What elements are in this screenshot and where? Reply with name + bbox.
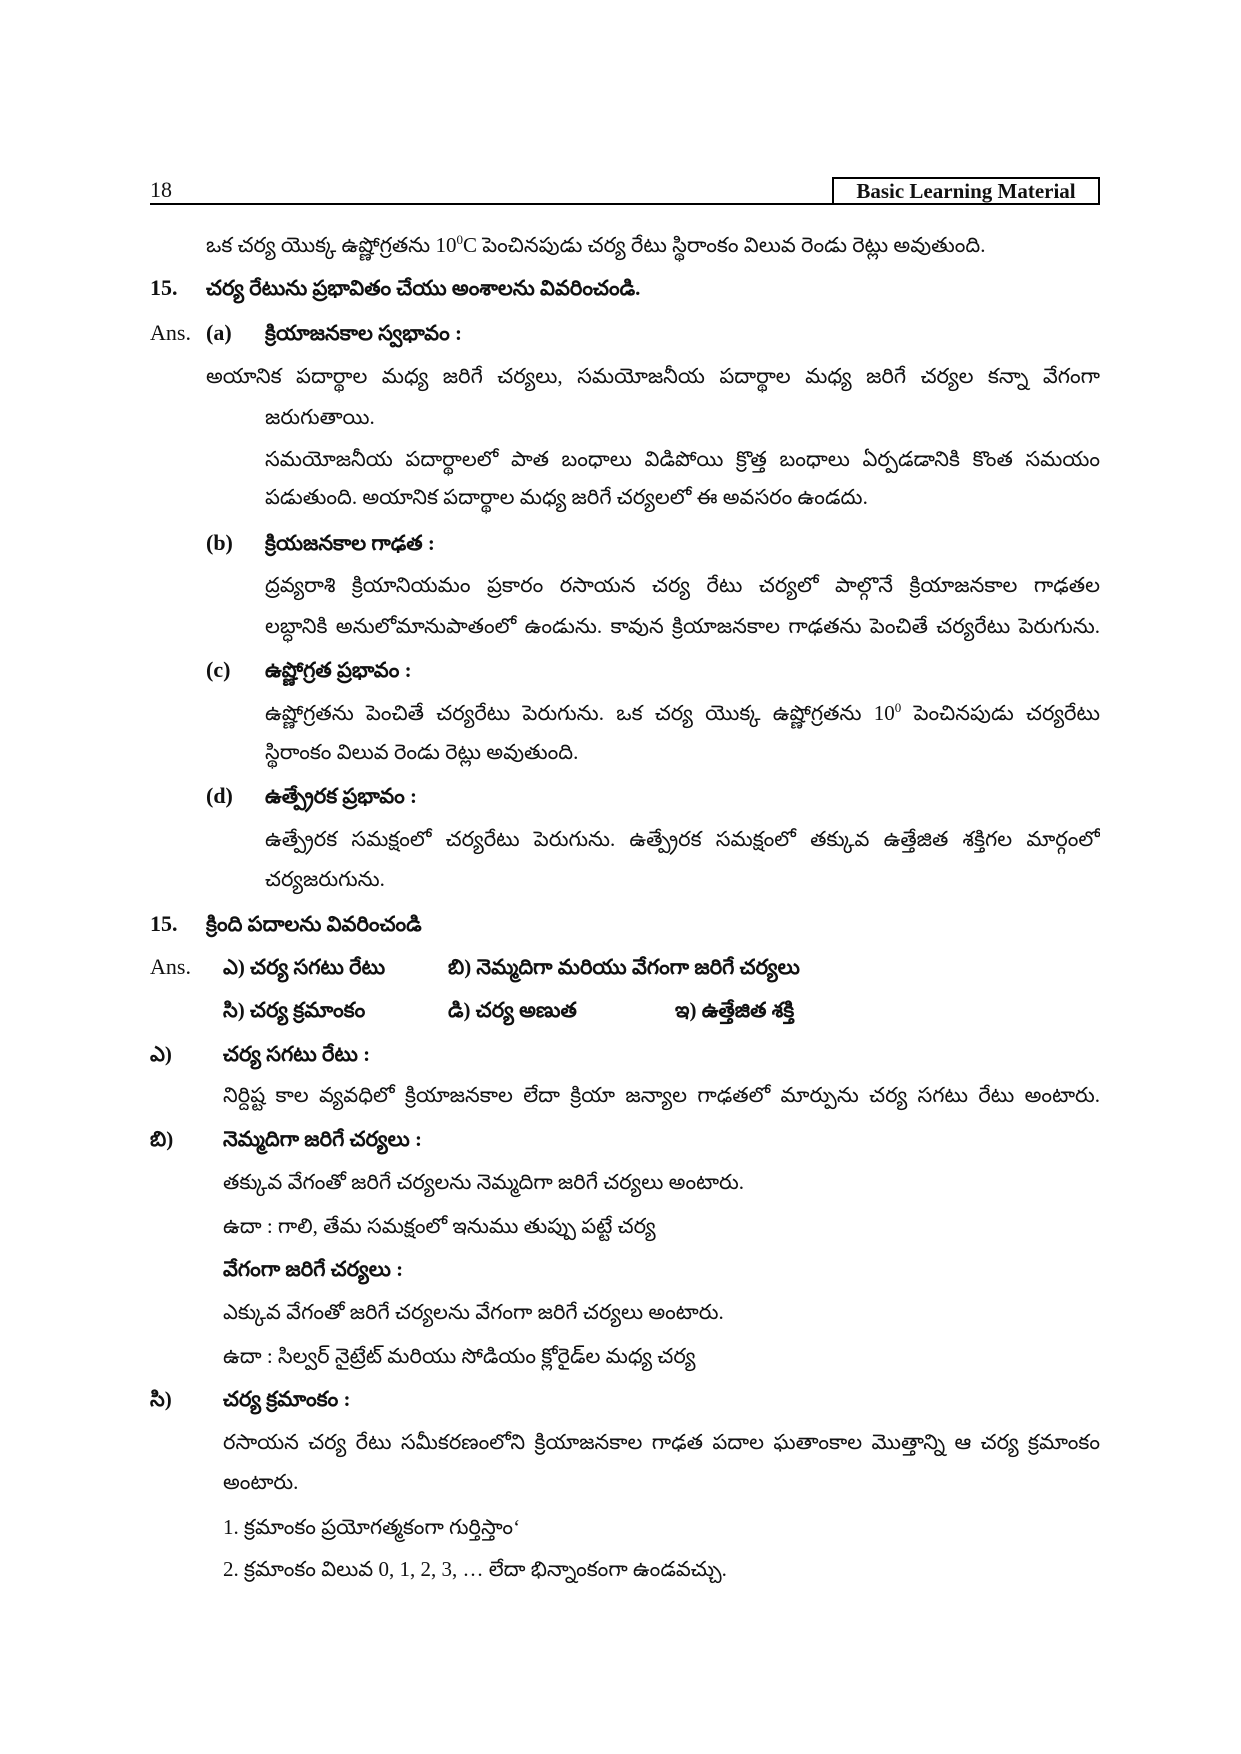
section-marker: (b) <box>206 530 233 555</box>
paragraph-line: నిర్దిష్ట కాల వ్యవధిలో క్రియాజనకాల లేదా క్రియా జన్యాల గాఢతలో మార్పును చర్య సగటు రేటు అంటారు. <box>223 1083 1100 1107</box>
term-item: సి) చర్య క్రమాంకం <box>223 998 366 1022</box>
answer-label: Ans. <box>150 954 191 979</box>
list-item: 1. క్రమాంకం ప్రయోగత్మకంగా గుర్తిస్తాం‘ <box>223 1515 521 1539</box>
paragraph-line: రసాయన చర్య రేటు సమీకరణంలోని క్రియాజనకాల గాఢత పదాల ఘతాంకాల మొత్తాన్ని ఆ చర్య క్రమాంకం <box>223 1430 1100 1454</box>
paragraph-line: అయానిక పదార్థాల మధ్య జరిగే చర్యలు, సమయోజనీయ పదార్థాల మధ్య జరిగే చర్యల కన్నా వేగంగా <box>206 364 1100 388</box>
paragraph-line: పడుతుంది. అయానిక పదార్థాల మధ్య జరిగే చర్యలలో ఈ అవసరం ఉండదు. <box>265 485 868 509</box>
answer-marker: సి) <box>150 1387 172 1411</box>
question-number: 15. <box>150 911 178 936</box>
paragraph-line <box>265 696 1100 730</box>
paragraph-line: సమయోజనీయ పదార్థాలలో పాత బంధాలు విడిపోయి క్రొత్త బంధాలు ఏర్పడడానికి కొంత సమయం <box>265 447 1100 471</box>
paragraph-line: స్థిరాంకం విలువ రెండు రెట్లు అవుతుంది. <box>265 740 579 764</box>
answer-heading: చర్య సగటు రేటు : <box>223 1042 371 1066</box>
list-item: 2. క్రమాంకం విలువ 0, 1, 2, 3, … లేదా భిన్నాంకంగా ఉండవచ్చు. <box>223 1557 727 1581</box>
answer-label: Ans. <box>150 320 191 345</box>
superscript: 0 <box>894 700 902 715</box>
answer-heading: నెమ్మదిగా జరిగే చర్యలు : <box>223 1127 423 1151</box>
question-number: 15. <box>150 275 178 300</box>
answer-heading: చర్య క్రమాంకం : <box>223 1387 351 1411</box>
example-line: ఉదా : గాలి, తేమ సమక్షంలో ఇనుము తుప్పు పట్టే చర్య <box>223 1214 656 1238</box>
superscript: 0 <box>456 232 463 247</box>
example-line: ఉదా : సిల్వర్ నైట్రేట్ మరియు సోడియం క్లోరైడ్‌ల మధ్య చర్య <box>223 1344 696 1368</box>
section-marker: (a) <box>206 320 232 345</box>
paragraph-line: ద్రవ్యరాశి క్రియానియమం ప్రకారం రసాయన చర్య రేటు చర్యలో పాల్గొనే క్రియాజనకాల గాఢతల <box>265 573 1100 597</box>
paragraph-line: ఉత్ప్రేరక సమక్షంలో చర్యరేటు పెరుగును. ఉత్ప్రేరక సమక్షంలో తక్కువ ఉత్తేజిత శక్తిగల మార్గంలో <box>265 827 1100 851</box>
intro-text: ఒక చర్య యొక్క ఉష్ణోగ్రతను 10 <box>206 233 457 257</box>
section-heading: క్రియాజనకాల స్వభావం : <box>265 321 462 345</box>
section-heading: ఉత్ప్రేరక ప్రభావం : <box>265 784 418 808</box>
page-number: 18 <box>150 177 172 202</box>
paragraph-line: తక్కువ వేగంతో జరిగే చర్యలను నెమ్మదిగా జరిగే చర్యలు అంటారు. <box>223 1170 745 1194</box>
paragraph-line: లబ్ధానికి అనులోమానుపాతంలో ఉండును. కావున క్రియాజనకాల గాఢతను పెంచితే చర్యరేటు పెరుగును. <box>265 614 1100 638</box>
line-text: పెంచినపుడు చర్యరేటు <box>901 701 1100 725</box>
line-text: ఉష్ణోగ్రతను పెంచితే చర్యరేటు పెరుగును. ఒక చర్య యొక్క ఉష్ణోగ్రతను 10 <box>265 701 895 725</box>
paragraph-line: చర్యజరుగును. <box>265 867 385 891</box>
paragraph-line: అంటారు. <box>223 1470 299 1494</box>
book-title-box: Basic Learning Material <box>832 177 1100 205</box>
term-item: డి) చర్య అణుత <box>448 998 577 1022</box>
term-item: ఎ) చర్య సగటు రేటు <box>223 955 386 979</box>
section-heading: క్రియజనకాల గాఢత : <box>265 531 435 555</box>
term-item: ఇ) ఉత్తేజిత శక్తి <box>675 998 795 1022</box>
answer-subheading: వేగంగా జరిగే చర్యలు : <box>223 1257 404 1281</box>
paragraph-line: ఎక్కువ వేగంతో జరిగే చర్యలను వేగంగా జరిగే చర్యలు అంటారు. <box>223 1300 724 1324</box>
question-text: చర్య రేటును ప్రభావితం చేయు అంశాలను వివరించండి. <box>206 276 641 300</box>
answer-marker: బి) <box>150 1127 174 1151</box>
section-marker: (c) <box>206 657 231 682</box>
intro-text: C పెంచినపుడు చర్య రేటు స్థిరాంకం విలువ రెండు రెట్లు అవుతుంది. <box>462 233 986 257</box>
header-rule <box>150 203 1100 205</box>
section-heading: ఉష్ణోగ్రత ప్రభావం : <box>265 658 412 682</box>
term-item: బి) నెమ్మదిగా మరియు వేగంగా జరిగే చర్యలు <box>448 955 800 979</box>
paragraph-line: జరుగుతాయి. <box>265 405 375 429</box>
question-text: క్రింది పదాలను వివరించండి <box>206 912 422 936</box>
intro-line <box>206 228 1100 262</box>
answer-marker: ఎ) <box>150 1042 172 1066</box>
section-marker: (d) <box>206 783 233 808</box>
